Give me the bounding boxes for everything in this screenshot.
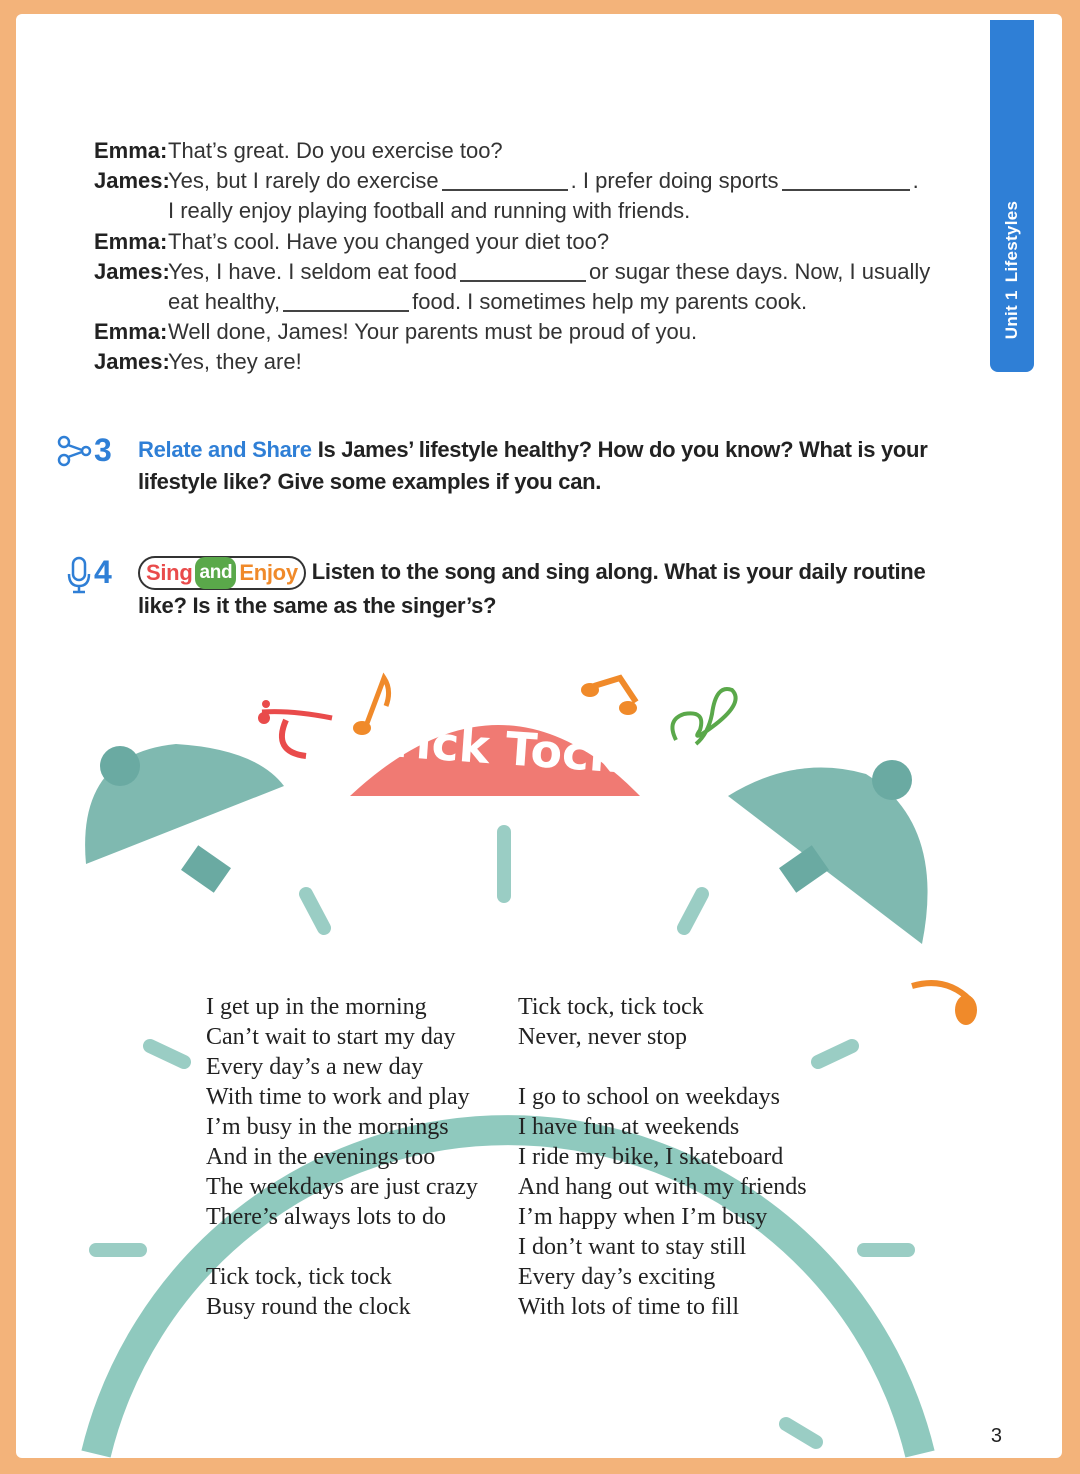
dialogue-text: eat healthy,	[168, 289, 281, 315]
lyric-line: And in the evenings too	[206, 1144, 436, 1170]
dialogue-text: . I prefer doing sports	[570, 168, 779, 194]
speaker-label: Emma:	[94, 228, 168, 254]
lyric-line: I go to school on weekdays	[518, 1084, 780, 1110]
task-text: Is James’ lifestyle healthy? How do you know? What is your lifestyle like? Give some examples if you can.	[138, 437, 928, 494]
dialogue-text: Yes, they are!	[168, 349, 302, 375]
speaker-label: Emma:	[94, 319, 168, 345]
speaker-label: James:	[94, 349, 170, 375]
lyric-line: I get up in the morning	[206, 994, 427, 1020]
dialogue-text: or sugar these days. Now, I usually	[589, 258, 931, 284]
lyric-line: Can’t wait to start my day	[206, 1024, 456, 1050]
lyric-line: There’s always lots to do	[206, 1204, 446, 1230]
dialogue-text: Yes, I have. I seldom eat food	[168, 258, 458, 284]
dialogue-text: Yes, but I rarely do exercise	[168, 168, 439, 194]
clock-left-bell	[85, 744, 284, 893]
speaker-label: Emma:	[94, 138, 168, 164]
song-title: Tick Tock	[382, 712, 622, 784]
lyric-line: Every day’s a new day	[206, 1054, 424, 1080]
speaker-label: James:	[94, 258, 170, 284]
page-number: 3	[990, 1425, 1002, 1447]
song-lyrics-left	[206, 992, 478, 1322]
beamed-notes-icon	[581, 678, 637, 715]
lyric-line: With lots of time to fill	[518, 1294, 740, 1320]
clock-right-bell	[728, 760, 928, 944]
dialogue-text: .	[912, 168, 919, 194]
badge-word: Enjoy	[239, 560, 298, 586]
task-number: 4	[94, 554, 112, 590]
stanza-gap	[206, 1232, 478, 1262]
lyric-line: I’m busy in the mornings	[206, 1114, 449, 1140]
task-text: Listen to the song and sing along. What is your daily routine like? Is it the same as the singer’s?	[138, 559, 926, 619]
music-note-icon	[912, 983, 977, 1025]
lyric-line: Tick tock, tick tock	[518, 994, 704, 1020]
lyric-line: I don’t want to stay still	[518, 1234, 747, 1260]
unit-title: Lifestyles	[1002, 200, 1021, 283]
dialogue-text: Well done, James! Your parents must be proud of you.	[168, 319, 698, 345]
unit-number: Unit 1	[1002, 290, 1021, 340]
lyric-line: Busy round the clock	[206, 1294, 411, 1320]
song-lyrics-right	[518, 992, 807, 1322]
lyric-line: And hang out with my friends	[518, 1174, 807, 1200]
dialogue-text: I really enjoy playing football and running with friends.	[168, 198, 691, 224]
lyric-line: I’m happy when I’m busy	[518, 1204, 768, 1230]
lyric-line: Never, never stop	[518, 1024, 687, 1050]
task-number: 3	[94, 432, 112, 468]
lyric-line: I ride my bike, I skateboard	[518, 1144, 784, 1170]
speaker-label: James:	[94, 168, 170, 194]
dialogue-text: That’s cool. Have you changed your diet too?	[168, 228, 610, 254]
dialogue-text: That’s great. Do you exercise too?	[168, 138, 503, 164]
stanza-gap	[518, 1052, 807, 1082]
music-note-icon	[258, 700, 332, 756]
treble-clef-icon	[672, 689, 735, 744]
lyric-line: The weekdays are just crazy	[206, 1174, 478, 1200]
lyric-line: Every day’s exciting	[518, 1264, 716, 1290]
task-label: Relate and Share	[138, 437, 312, 462]
badge-word: and	[195, 557, 236, 589]
lyric-line: Tick tock, tick tock	[206, 1264, 392, 1290]
badge-word: Sing	[146, 560, 193, 586]
textbook-page	[16, 14, 1062, 1458]
lyric-line: With time to work and play	[206, 1084, 470, 1110]
music-note-icon	[353, 678, 389, 735]
lyric-line: I have fun at weekends	[518, 1114, 740, 1140]
dialogue-text: food. I sometimes help my parents cook.	[412, 289, 808, 315]
